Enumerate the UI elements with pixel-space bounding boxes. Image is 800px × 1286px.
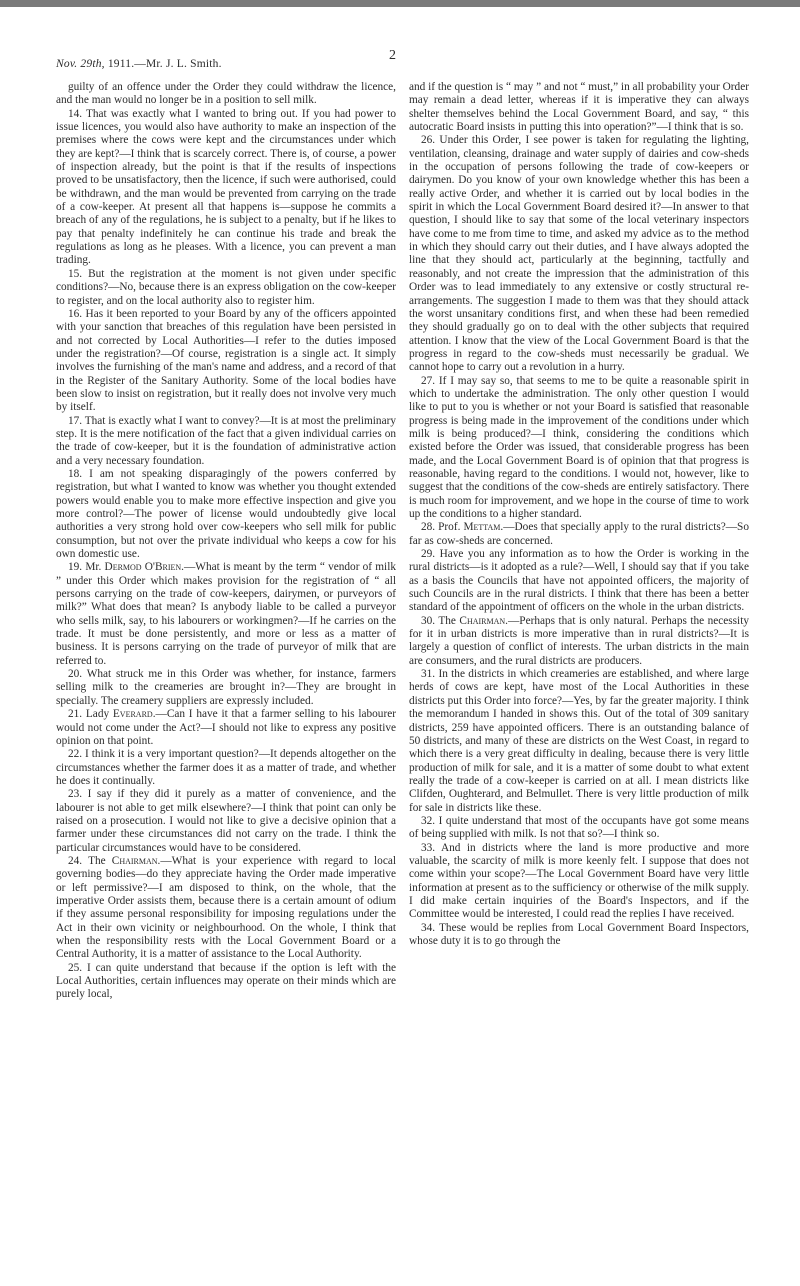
paragraph-text: 18. I am not speaking disparagingly of the powers conferred by registration, but what I wanted to know was whether you thought extended powers would enable you to make more effective inspection and give you more control?—The power of license would undoubtedly give local authorities a very strong hold over cow-keepers who sell milk for public consumption, but not over the private individual who keeps a cow for his own domestic use. [56, 467, 396, 561]
paragraph [56, 81, 396, 108]
paragraph [409, 375, 749, 522]
paragraph-text: 33. And in districts where the land is more productive and more valuable, the scarcity of milk is more keenly felt. I suppose that does not come within your scope?—The Local Government Board have very little information at present as to the sufficiency or otherwise of the milk supply. I did make certain inquiries of the Board's Inspectors, and if the Committee would be interested, I could read the replies I have received. [409, 841, 749, 921]
speaker-name: Mettam [463, 521, 501, 534]
running-head-year: 1911. [107, 58, 135, 70]
paragraph-text: 15. But the registration at the moment is not given under specific conditions?—No, because there is an express obligation on the cow-keeper to register, and on the local authority also to register him. [56, 267, 396, 307]
paragraph-text: and if the question is “ may ” and not “ must,” in all probability your Order may remain a dead letter, whereas if it is imperative they can always shelter themselves behind the Local Government Board, and say, “ this autocratic Board insists in putting this into operation?”—I think that is so. [409, 81, 749, 134]
running-head-witness: —Mr. J. L. Smith. [134, 58, 222, 70]
paragraph [56, 108, 396, 268]
paragraph-lead: 28. Prof. [421, 521, 464, 534]
paragraph [409, 922, 749, 949]
paragraph-text: 34. These would be replies from Local Government Board Inspectors, whose duty it is to go through the [409, 921, 749, 947]
paragraph-text: .—Can I have it that a farmer selling to his labourer would not come under the Act?—I should not like to express any positive opinion on that point. [56, 708, 396, 747]
speaker-name: Everard [112, 708, 153, 721]
paragraph-text: 23. I say if they did it purely as a matter of convenience, and the labourer is not able to get milk elsewhere?—I think that point can only be raised on a prosecution. I would not like to give a decisive opinion that a farmer under these circumstances did not carry on the trade. I think the particular circumstances would have to be considered. [56, 788, 396, 854]
paragraph [409, 668, 749, 815]
paragraph-lead: 19. Mr. [68, 561, 105, 574]
paragraph-text: 20. What struck me in this Order was whether, for instance, farmers selling milk to the creameries are brought in?—They are brought in specially. The creamery suppliers are expressly included. [56, 668, 396, 707]
paragraph [56, 468, 396, 561]
paragraph [56, 268, 396, 308]
paragraph-lead: 21. Lady [68, 708, 113, 721]
speaker-name: Chairman [111, 854, 158, 867]
paragraph-text: 32. I quite understand that most of the occupants have got some means of being supplied with milk. Is not that so?—I think so. [409, 814, 749, 841]
paragraph [409, 521, 749, 548]
paragraph-text: 14. That was exactly what I wanted to bring out. If you had power to issue licences, you would also have authority to make an inspection of the premises where the cows were kept and the circumstances under which they are kept?—I think that is scarcely correct. There is, of course, a power of inspection already, but the point is that if the results of inspections proved to be unsatisfactory, then the licence, if such were authorised, could be withdrawn, and the man would be prevented from carrying on the trade of a cow-keeper. At present all that happens is—suppose he commits a breach of any of the regulations, he is subject to a penalty, but if he likes to pay that penalty indefinitely he can continue his trade and break the regulations as long as he pleases. With a licence, you can prevent a man trading. [56, 107, 396, 267]
paragraph-text: 16. Has it been reported to your Board by any of the officers appointed with your sanction that breaches of this regulation have been persisted in and not corrected by Local Authorities—I refer to the duties imposed under the registration?—Of course, registration is a single act. It simply involves the furnishing of the man's name and address, and a record of that in the Register of the Sanitary Authority. Some of the local bodies have been slow to insist on registration, but it really does not involve very much by itself. [56, 307, 396, 414]
paragraph-text: 22. I think it is a very important question?—It depends altogether on the circumstances whether the farmer does it as a matter of trade, and whether he does it continually. [56, 748, 396, 787]
paragraph-text: 29. Have you any information as to how the Order is working in the rural districts—is it adopted as a rule?—Well, I should say that if you take as a basis the Councils that have not appointed officers, the majority of such Councils are in the rural districts. I think that there has been a better standard of the appointment of officers on the whole in the urban districts. [409, 548, 749, 614]
paragraph-text: guilty of an offence under the Order they could withdraw the licence, and the man would no longer be in a position to sell milk. [56, 81, 396, 107]
running-head [56, 58, 222, 70]
paragraph [56, 308, 396, 415]
top-scan-border [0, 0, 800, 7]
paragraph-lead: 24. The [68, 854, 112, 867]
paragraph [409, 842, 749, 922]
paragraph-lead: 30. The [421, 614, 460, 627]
page-number: 2 [389, 48, 396, 63]
speaker-name: Dermod O'Brien [104, 561, 182, 574]
paragraph [56, 855, 396, 962]
paragraph-text: .—What is your experience with regard to local governing bodies—do they appreciate having the Order made imperative or left permissive?—I am disposed to think, on the whole, that the imperative Order assists them, because there is a certain amount of odium if they assume personal responsibility for imposing regulations under the Act in their own vicinity or neighbourhood. On the whole, I think that when the responsibility rests with the Local Government Board or a Central Authority, it is a matter of assistance to the Local Authority. [56, 854, 396, 961]
paragraph [409, 815, 749, 842]
paragraph [56, 962, 396, 1002]
paragraph [56, 708, 396, 748]
speaker-name: Chairman [459, 614, 506, 627]
paragraph-text: 27. If I may say so, that seems to me to be quite a reasonable spirit in which to undertake the administration. The only other question I would like to put to you is whether or not your Board is satisfied that reasonable progress is being made in the improvement of the conditions under which milk is being produced?—I think, considering the conditions which existed before the Order was issued, that considerable progress has been made, and the Local Government Board is of opinion that that progress is reasonable, having regard to the conditions. I would not, however, like to suggest that the conditions of the cow-sheds are entirely satisfactory. There is much room for improvement, and we hope in the course of time to work up the conditions to a higher standard. [409, 374, 749, 520]
paragraph [56, 748, 396, 788]
paragraph [409, 134, 749, 374]
paragraph-text: 26. Under this Order, I see power is taken for regulating the lighting, ventilation, cleansing, drainage and water supply of dairies and cow-sheds in the occupation of persons following the trade of cow-keepers or dairymen. Do you know of your own knowledge whether this has been a really active Order, and whether it is carried out by local bodies in the spirit in which the Local Government Board desired it?—In answer to that question, I should like to say that some of the local veterinary inspectors have come to me from time to time, and asked my advice as to the method in which they should carry out their duties, and I have always adopted the line that they should act, particularly at the beginning, tactfully and reasonably, and not create the impression that the administration of this Order was to lead immediately to any extensive or costly structural re-arrangements. The suggestion I made to them was that they should attack the worst unsanitary conditions first, and when these had been remedied they should gradually go on to deal with the other subjects that required attention. I know that the view of the Local Government Board is that the progress in regard to the cow-sheds must necessarily be gradual. We cannot hope to carry out a revolution in a hurry. [409, 134, 749, 374]
paragraph-text: 31. In the districts in which creameries are established, and where large herds of cows are kept, have most of the Local Authorities in these districts put this Order into force?—Yes, by far the greater majority. I think the memorandum I handed in shows this. Out of the total of 309 sanitary districts, 259 have appointed officers. There is an outstanding balance of 50 districts, and many of these are districts on the West Coast, in regard to which there is a very great difficulty in dealing, because there is very little production of milk for sale, and it is a matter of some doubt to what extent really the trade of a cow-keeper is carried on at all. I mean districts like Clifden, Oughterard, and Belmullet. There is very little production of milk for sale in districts like these. [409, 668, 749, 814]
paragraph [56, 561, 396, 668]
paragraph [56, 788, 396, 855]
right-column [409, 81, 749, 1271]
paragraph [56, 415, 396, 468]
running-head-date: Nov. 29th, [56, 58, 105, 70]
paragraph-text: 25. I can quite understand that because if the option is left with the Local Authorities, certain influences may operate on their minds which are purely local, [56, 961, 396, 1001]
left-column [56, 81, 396, 1271]
paragraph-text: .—What is meant by the term “ vendor of milk ” under this Order which makes provision for the registration of “ all persons carrying on the trade of cow-keepers, dairymen, or purveyors of milk?” What does that mean? Is anybody liable to be called a purveyor who sells milk, say, to his labourers or workingmen?—If he carries on the trade. It must be done persistently, and more or less as a matter of business. It is persons carrying on the trade of purveyor of milk that are referred to. [56, 561, 396, 667]
paragraph [409, 615, 749, 668]
paragraph-text: .—Perhaps that is only natural. Perhaps the necessity for it in urban districts is more imperative than in rural districts?—It is largely a question of conflict of interests. The urban districts in the main are consumers, and the rural districts are producers. [409, 614, 749, 667]
paragraph [409, 81, 749, 134]
paragraph [56, 668, 396, 708]
paragraph-text: .—Does that specially apply to the rural districts?—So far as cow-sheds are concerned. [409, 521, 749, 547]
paragraph-text: 17. That is exactly what I want to convey?—It is at most the preliminary step. It is the mere notification of the fact that a given individual carries on the trade of cow-keeper, but it is the foundation of administrative action and a very necessary foundation. [56, 414, 396, 467]
paragraph [409, 548, 749, 615]
